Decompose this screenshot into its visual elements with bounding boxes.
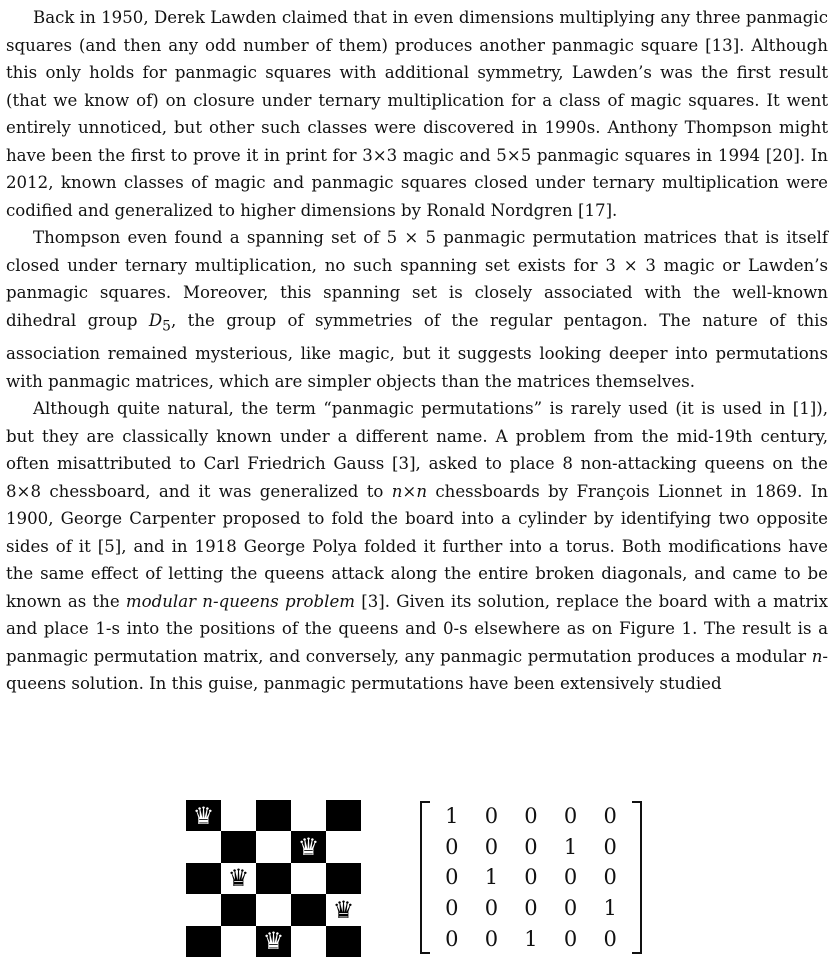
matrix-entries bbox=[432, 801, 630, 954]
chessboard bbox=[186, 800, 361, 957]
queen-icon: ♛ bbox=[192, 801, 215, 830]
matrix-entry: 0 bbox=[563, 926, 578, 951]
board-square bbox=[291, 831, 326, 862]
board-square bbox=[221, 926, 256, 957]
board-square bbox=[221, 863, 256, 894]
board-square bbox=[221, 831, 256, 862]
matrix-entry: 0 bbox=[563, 865, 578, 890]
matrix-entry: 0 bbox=[484, 804, 499, 829]
paper-body bbox=[6, 4, 828, 698]
matrix-entry: 0 bbox=[563, 896, 578, 921]
queen-icon: ♛ bbox=[262, 927, 285, 956]
matrix-entry: 0 bbox=[445, 896, 459, 921]
board-square bbox=[186, 863, 221, 894]
queen-icon: ♛ bbox=[332, 895, 355, 924]
matrix-entry: 0 bbox=[445, 926, 459, 951]
board-square bbox=[256, 926, 291, 957]
left-bracket bbox=[420, 801, 430, 954]
board-square bbox=[291, 926, 326, 957]
board-square bbox=[186, 894, 221, 925]
board-square bbox=[326, 926, 361, 957]
matrix-entry: 0 bbox=[563, 804, 578, 829]
board-square bbox=[326, 831, 361, 862]
matrix-entry: 0 bbox=[484, 896, 499, 921]
matrix-entry: 0 bbox=[524, 896, 538, 921]
board-square bbox=[221, 894, 256, 925]
matrix-entry: 1 bbox=[484, 865, 499, 890]
matrix-entry: 1 bbox=[445, 804, 459, 829]
board-square bbox=[291, 894, 326, 925]
board-square bbox=[186, 831, 221, 862]
board-square bbox=[256, 831, 291, 862]
paragraph-2: Thompson even found a spanning set of 5 × 5 panmagic permutation matrices that is itself closed under ternary multiplication, no such spanning set exists for 3 × 3 magic or Lawden’s panmagic squares. Moreover, this spanning set is closely associated with the well-known dihedral group $D_5$, the group of symmetries of the regular pentagon. The nature of this association remained mysterious, like magic, but it suggests looking deeper into permutations with panmagic matrices, which are simpler objects than the matrices themselves. bbox=[6, 228, 828, 391]
matrix-entry: 0 bbox=[603, 804, 617, 829]
board-square bbox=[326, 800, 361, 831]
right-bracket bbox=[632, 801, 642, 954]
matrix-entry: 1 bbox=[603, 896, 617, 921]
matrix-entry: 0 bbox=[603, 865, 617, 890]
board-square bbox=[256, 863, 291, 894]
board-square bbox=[186, 926, 221, 957]
board-square bbox=[221, 800, 256, 831]
board-square bbox=[186, 800, 221, 831]
paragraph-3: Although quite natural, the term “panmagic permutations” is rarely used (it is used in [1]), but they are classically known under a different name. A problem from the mid-19th century, often misattributed to Carl Friedrich Gauss [3], asked to place 8 non-attacking queens on the 8×8 chessboard, and it was generalized to n×n chessboards by François Lionnet in 1869. In 1900, George Carpenter proposed to fold the board into a cylinder by identifying two opposite sides of it [5], and in 1918 George Polya folded it further into a torus. Both modifications have the same effect of letting the queens attack along the entire broken diagonals, and came to be known as the modular n-queens problem [3]. Given its solution, replace the board with a matrix and place 1-s into the positions of the queens and 0-s elsewhere as on Figure 1. The result is a panmagic permutation matrix, and conversely, any panmagic permutation produces a modular n-queens solution. In this guise, panmagic permutations have been extensively studied bbox=[6, 399, 828, 694]
board-square bbox=[326, 894, 361, 925]
queen-icon: ♛ bbox=[297, 833, 320, 862]
paragraph-1: Back in 1950, Derek Lawden claimed that in even dimensions multiplying any three panmagic squares (and then any odd number of them) produces another panmagic square [13]. Although this only holds for panmagic squares with additional symmetry, Lawden’s was the first result (that we know of) on closure under ternary multiplication for a class of magic squares. It went entirely unnoticed, but other such classes were discovered in 1990s. Anthony Thompson might have been the first to prove it in print for 3×3 magic and 5×5 panmagic squares in 1994 [20]. In 2012, known classes of magic and panmagic squares closed under ternary multiplication were codified and generalized to higher dimensions by Ronald Nordgren [17]. bbox=[6, 8, 828, 220]
matrix-entry: 0 bbox=[445, 834, 459, 859]
board-square bbox=[256, 800, 291, 831]
matrix-entry: 0 bbox=[603, 926, 617, 951]
matrix-entry: 0 bbox=[484, 926, 499, 951]
board-square bbox=[326, 863, 361, 894]
board-square bbox=[256, 894, 291, 925]
queen-icon: ♛ bbox=[227, 864, 250, 893]
board-square bbox=[291, 800, 326, 831]
matrix-entry: 0 bbox=[524, 834, 538, 859]
board-square bbox=[291, 863, 326, 894]
matrix-entry: 0 bbox=[524, 865, 538, 890]
permutation-matrix bbox=[420, 801, 642, 954]
matrix-entry: 1 bbox=[524, 926, 538, 951]
matrix-entry: 0 bbox=[603, 834, 617, 859]
matrix-entry: 1 bbox=[563, 834, 578, 859]
matrix-entry: 0 bbox=[445, 865, 459, 890]
matrix-entry: 0 bbox=[524, 804, 538, 829]
matrix-entry: 0 bbox=[484, 834, 499, 859]
